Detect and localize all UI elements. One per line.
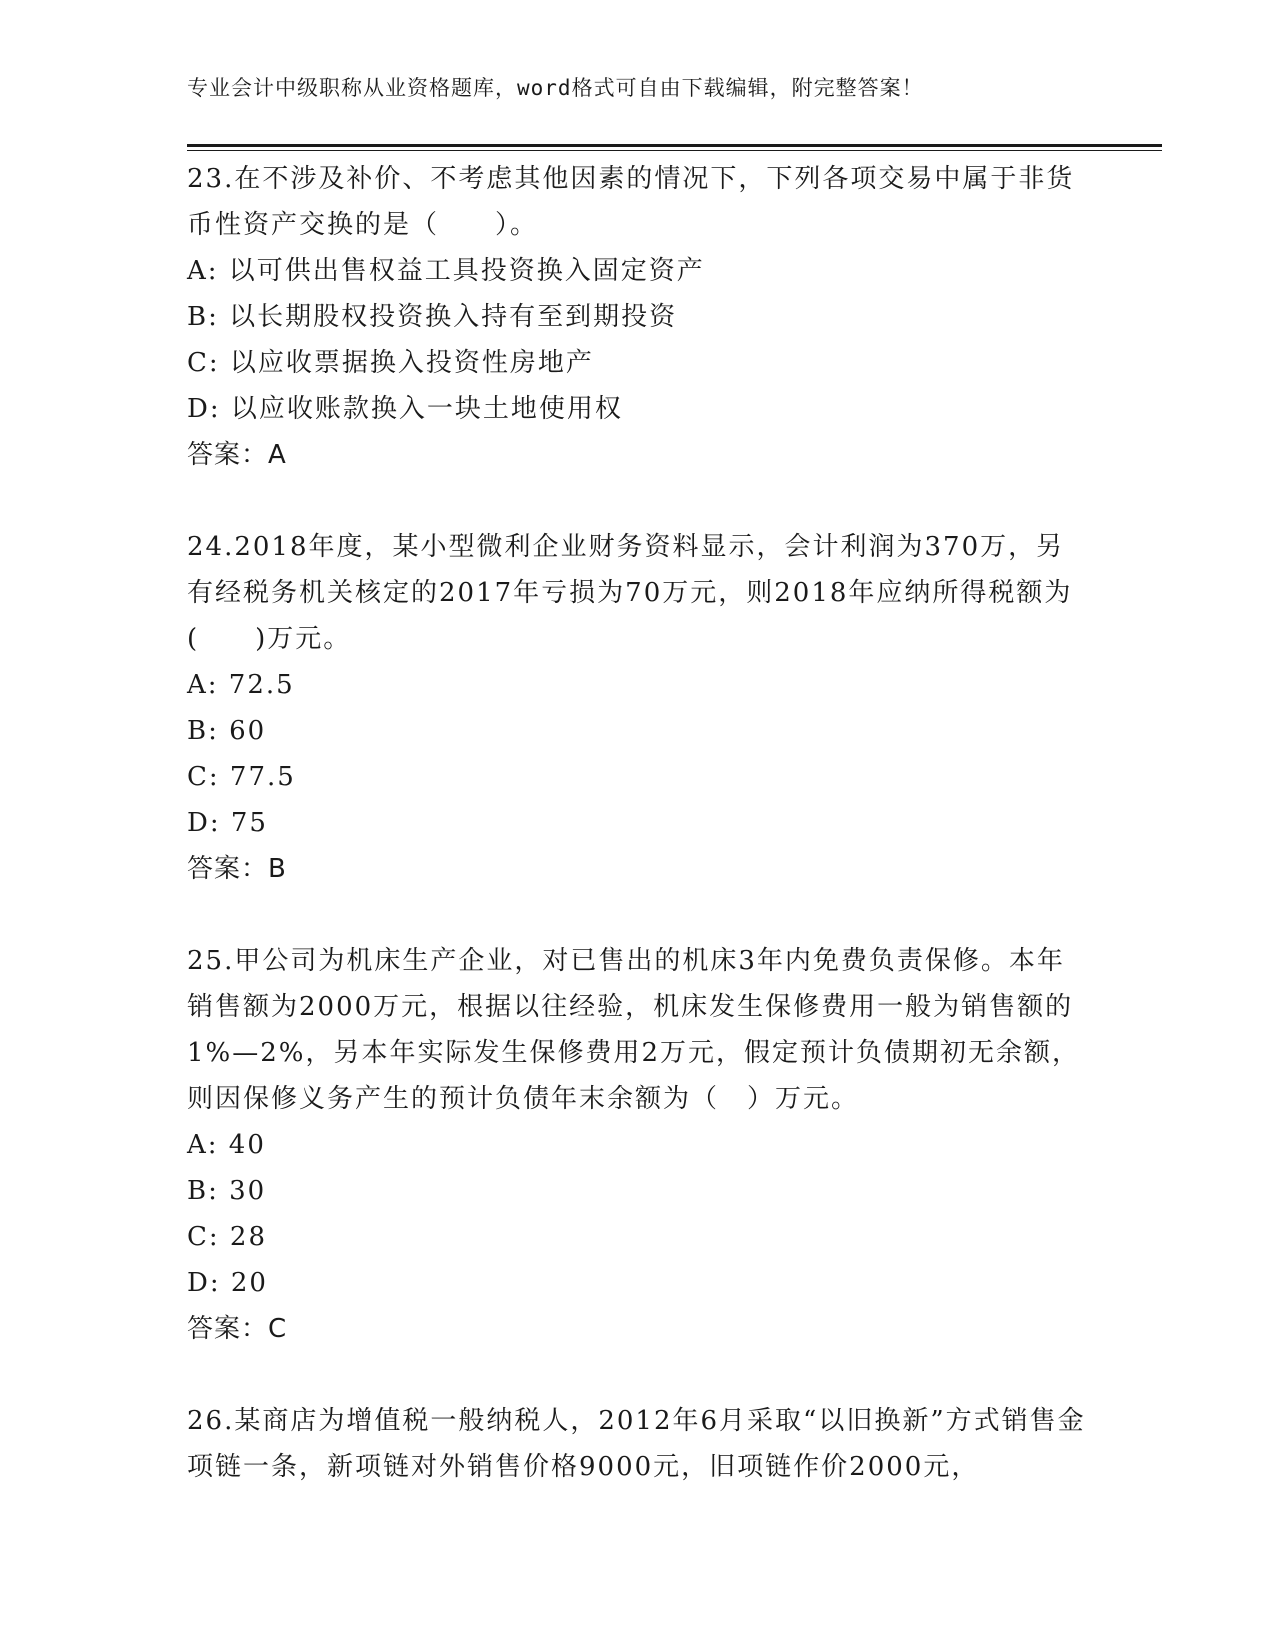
answer: 答案：B xyxy=(187,854,287,884)
question-text: 25.甲公司为机床生产企业，对已售出的机床3年内免费负责保修。本年销售额为2000万元，根据以往经验，机床发生保修费用一般为销售额的1%—2%，另本年实际发生保修费用2万元，假定预计负债期初无余额，则因保修义务产生的预计负债年末余额为（ ）万元。 xyxy=(187,946,1081,1114)
option-a: A: 40 xyxy=(187,1130,266,1160)
option-d: D: 20 xyxy=(187,1268,268,1298)
question-text: 26.某商店为增值税一般纳税人，2012年6月采取“以旧换新”方式销售金项链一条，新项链对外销售价格9000元，旧项链作价2000元， xyxy=(187,1406,1086,1482)
answer: 答案：C xyxy=(187,1314,288,1344)
document-header: 专业会计中级职称从业资格题库，word格式可自由下载编辑，附完整答案！ xyxy=(187,76,924,100)
question-23 xyxy=(187,156,1087,478)
question-list xyxy=(187,156,1087,1536)
header-divider-thin xyxy=(187,150,1162,151)
question-26 xyxy=(187,1398,1087,1490)
header-divider-thick xyxy=(187,144,1162,147)
option-a: A: 以可供出售权益工具投资换入固定资产 xyxy=(187,256,705,286)
answer: 答案：A xyxy=(187,440,287,470)
question-text: 23.在不涉及补价、不考虑其他因素的情况下，下列各项交易中属于非货币性资产交换的是（ ）。 xyxy=(187,164,1075,240)
question-text: 24.2018年度，某小型微利企业财务资料显示，会计利润为370万，另有经税务机关核定的2017年亏损为70万元，则2018年应纳所得税额为( )万元。 xyxy=(187,532,1073,654)
question-25 xyxy=(187,938,1087,1352)
question-24 xyxy=(187,524,1087,892)
option-c: C: 77.5 xyxy=(187,762,296,792)
option-b: B: 60 xyxy=(187,716,267,746)
option-d: D: 以应收账款换入一块土地使用权 xyxy=(187,394,623,424)
option-d: D: 75 xyxy=(187,808,268,838)
option-a: A: 72.5 xyxy=(187,670,295,700)
option-b: B: 以长期股权投资换入持有至到期投资 xyxy=(187,302,678,332)
option-c: C: 28 xyxy=(187,1222,268,1252)
option-b: B: 30 xyxy=(187,1176,267,1206)
option-c: C: 以应收票据换入投资性房地产 xyxy=(187,348,594,378)
